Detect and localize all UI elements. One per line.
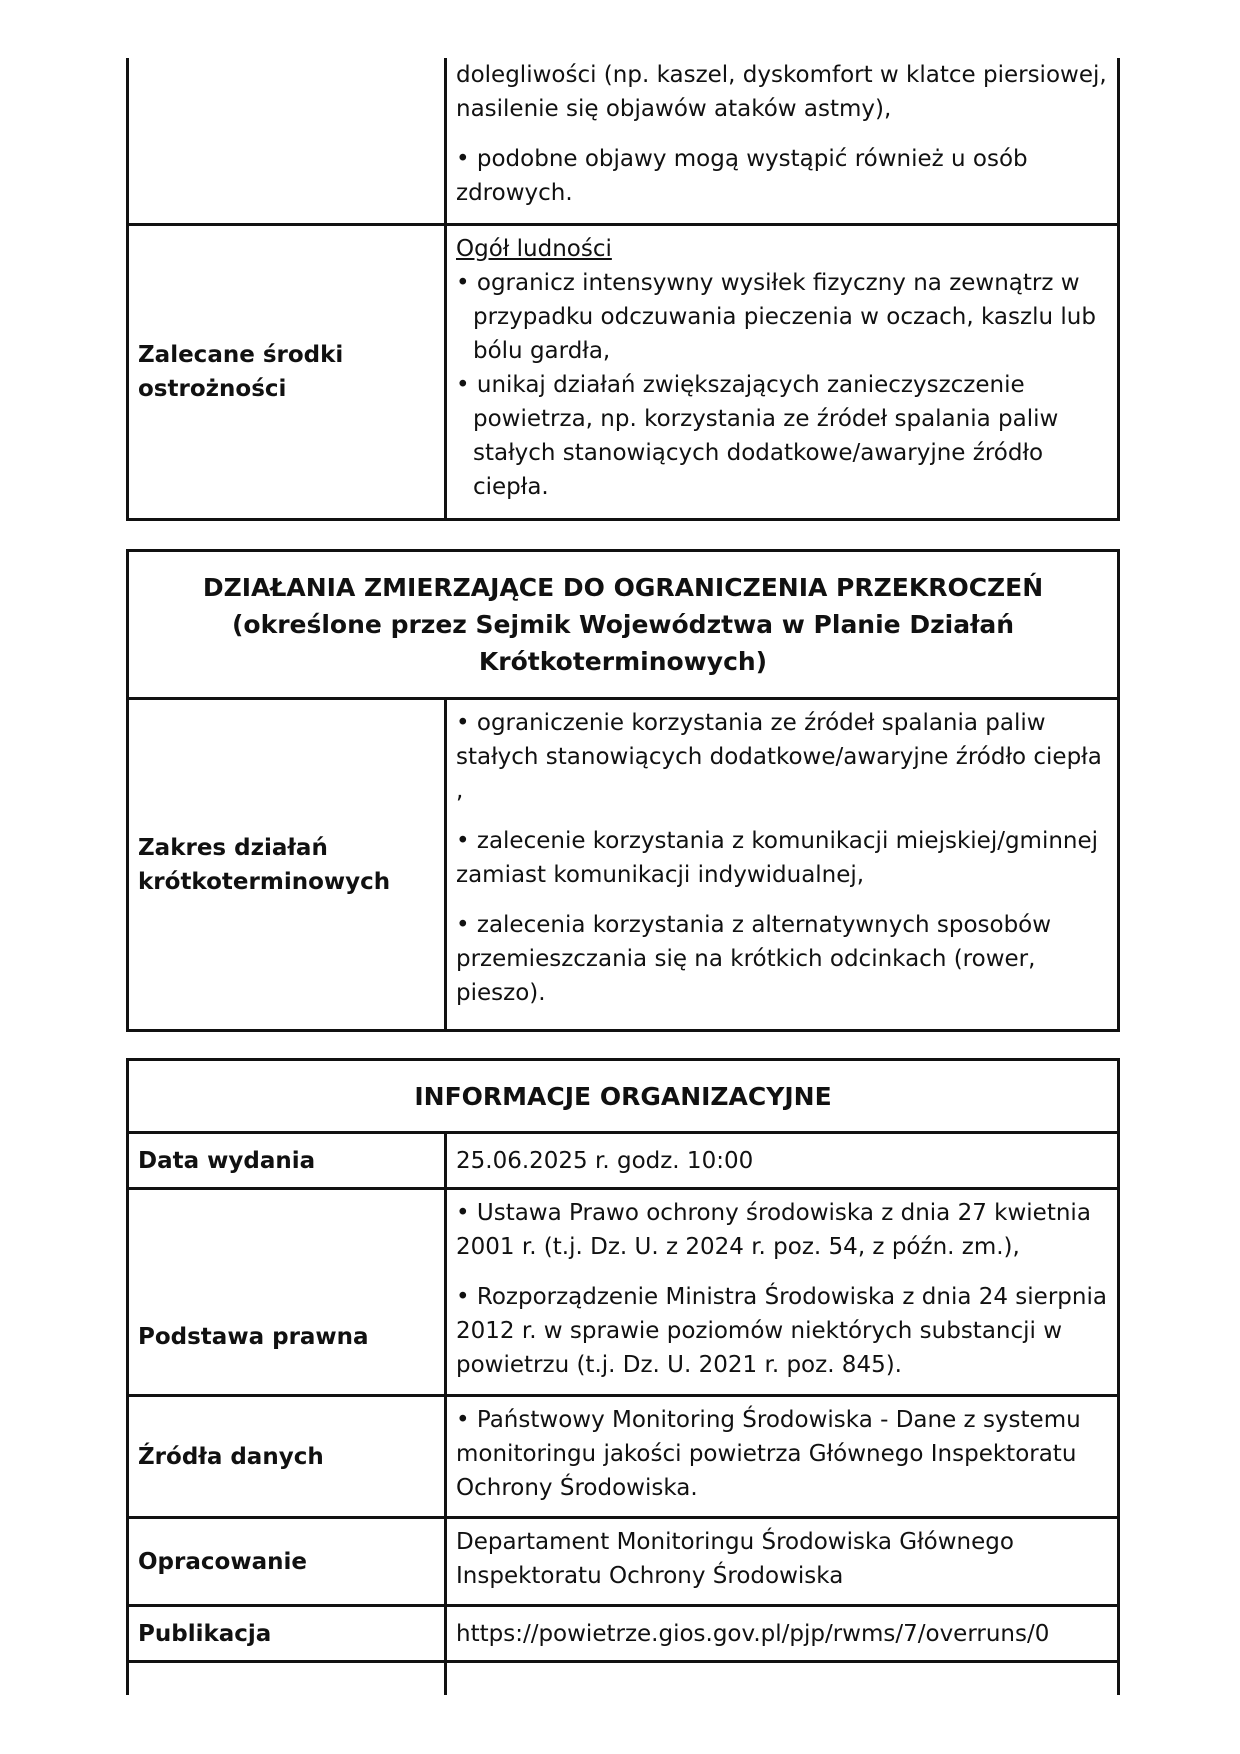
legal-basis-cell <box>446 1189 1119 1396</box>
precaution-item: • ogranicz intensywny wysiłek fizyczny na zewnątrz w przypadku odczuwania pieczenia w oczach, kaszlu lub bólu gardła, <box>456 269 1096 364</box>
empty-cell <box>446 1662 1119 1695</box>
empty-label-cell <box>128 58 446 224</box>
data-sources-label: Źródła danych <box>128 1396 446 1518</box>
table-row <box>128 699 1119 1031</box>
publication-link[interactable]: https://powietrze.gios.gov.pl/pjp/rwms/7/overruns/0 <box>446 1606 1119 1662</box>
issue-date-value: 25.06.2025 r. godz. 10:00 <box>446 1133 1119 1189</box>
health-effect-text: • podobne objawy mogą wystąpić również u osób zdrowych. <box>456 146 1028 206</box>
actions-table <box>126 549 1120 1032</box>
table-row <box>128 1606 1119 1662</box>
issue-date-label: Data wydania <box>128 1133 446 1189</box>
organizational-info-header: INFORMACJE ORGANIZACYJNE <box>128 1060 1119 1133</box>
table-row <box>128 1133 1119 1189</box>
health-effect-text: dolegliwości (np. kaszel, dyskomfort w klatce piersiowej, nasilenie się objawów ataków astmy), <box>456 62 1107 122</box>
table-header-row <box>128 551 1119 699</box>
table-row <box>128 1189 1119 1396</box>
prepared-by-label: Opracowanie <box>128 1518 446 1606</box>
action-item: • zalecenia korzystania z alternatywnych sposobów przemieszczania się na krótkich odcinkach (rower, pieszo). <box>456 912 1052 1006</box>
organizational-info-table <box>126 1058 1120 1695</box>
actions-header: DZIAŁANIA ZMIERZAJĄCE DO OGRANICZENIA PRZEKROCZEŃ (określone przez Sejmik Województwa w Planie Działań Krótkoterminowych) <box>128 551 1119 699</box>
data-sources-value: • Państwowy Monitoring Środowiska - Dane z systemu monitoringu jakości powietrza Głównego Inspektoratu Ochrony Środowiska. <box>446 1396 1119 1518</box>
table-row <box>128 1396 1119 1518</box>
table-header-row <box>128 1060 1119 1133</box>
table-row <box>128 1662 1119 1695</box>
health-effects-cell <box>446 58 1119 224</box>
legal-basis-item: • Ustawa Prawo ochrony środowiska z dnia 27 kwietnia 2001 r. (t.j. Dz. U. z 2024 r. poz. 54, z późn. zm.), <box>456 1200 1091 1260</box>
table-row <box>128 58 1119 224</box>
short-term-actions-label: Zakres działań krótkoterminowych <box>128 699 446 1031</box>
precautions-label: Zalecane środki ostrożności <box>128 224 446 519</box>
action-item: • ograniczenie korzystania ze źródeł spalania paliw stałych stanowiących dodatkowe/awaryjne źródło ciepła , <box>456 710 1102 804</box>
table-row <box>128 1518 1119 1606</box>
action-item: • zalecenie korzystania z komunikacji miejskiej/gminnej zamiast komunikacji indywidualnej, <box>456 828 1099 888</box>
table-row <box>128 224 1119 519</box>
prepared-by-value: Departament Monitoringu Środowiska Głównego Inspektoratu Ochrony Środowiska <box>446 1518 1119 1606</box>
empty-cell <box>128 1662 446 1695</box>
precaution-item: • unikaj działań zwiększających zanieczyszczenie powietrza, np. korzystania ze źródeł spalania paliw stałych stanowiących dodatkowe/awaryjne źródło ciepła. <box>456 371 1059 500</box>
precautions-cell <box>446 224 1119 519</box>
legal-basis-label: Podstawa prawna <box>128 1189 446 1396</box>
short-term-actions-cell <box>446 699 1119 1031</box>
population-group-label: Ogół ludności <box>456 235 612 262</box>
health-effects-table <box>126 58 1120 521</box>
legal-basis-item: • Rozporządzenie Ministra Środowiska z dnia 24 sierpnia 2012 r. w sprawie poziomów niektórych substancji w powietrzu (t.j. Dz. U. 2021 r. poz. 845). <box>456 1284 1107 1378</box>
publication-label: Publikacja <box>128 1606 446 1662</box>
